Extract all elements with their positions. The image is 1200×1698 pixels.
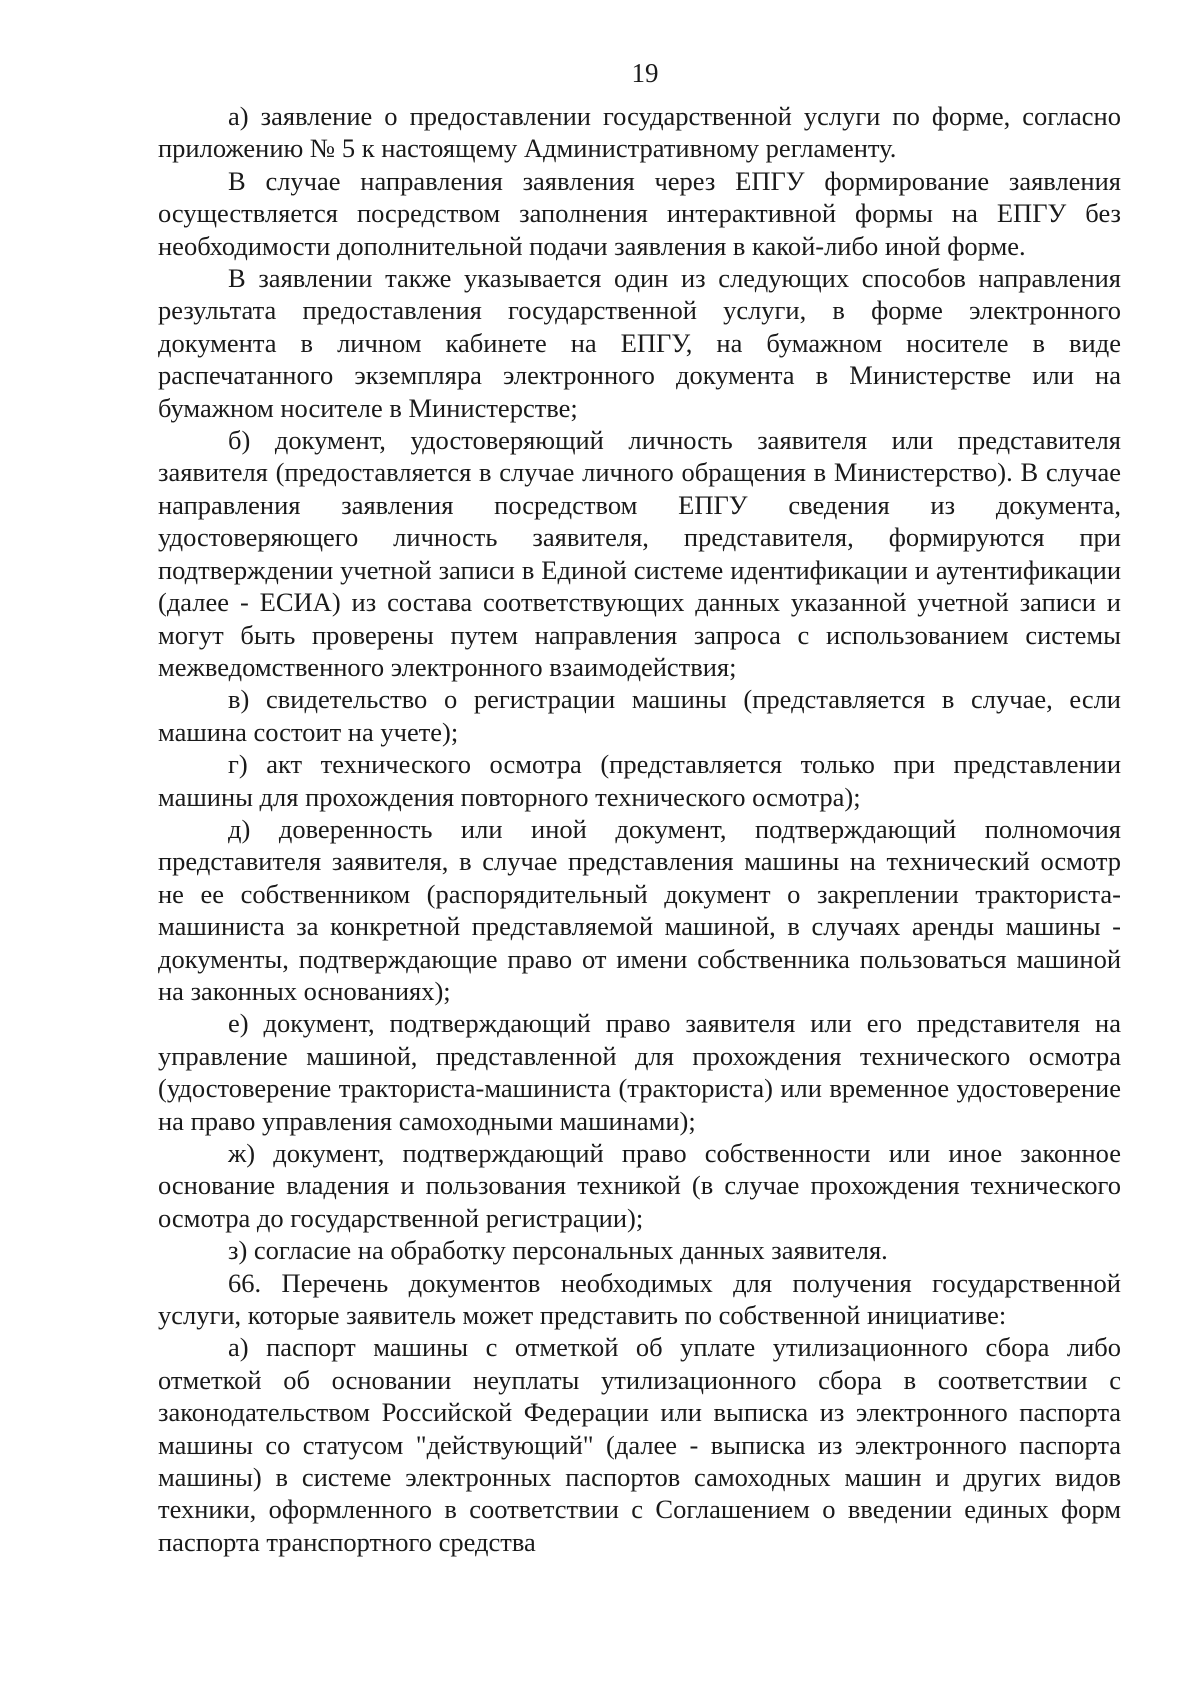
document-body [158,100,1121,1558]
paragraph-z-personal-data-consent: з) согласие на обработку персональных данных заявителя. [228,1235,888,1266]
paragraph-66-optional-documents: 66. Перечень документов необходимых для получения государственной услуги, которые заявитель может представить по собственной инициативе: [158,1267,1121,1331]
paragraph-b-identity-document: б) документ, удостоверяющий личность заявителя или представителя заявителя (предоставляется в случае личного обращения в Министерство). В случае направления заявления посредством ЕПГУ сведения из документа, удостоверяющего личность заявителя, представителя, формируются при подтверждении учетной записи в Единой системе идентификации и аутентификации (далее - ЕСИА) из состава соответствующих данных указанной учетной записи и могут быть проверены путем направления запроса с использованием системы межведомственного электронного взаимодействия; [158,425,1121,682]
paragraph-epgu-submission: В случае направления заявления через ЕПГУ формирование заявления осуществляется посредством заполнения интерактивной формы на ЕПГУ без необходимости дополнительной подачи заявления в какой-либо иной форме. [158,165,1121,261]
page-number: 19 [631,58,659,88]
paragraph-zh-ownership-document: ж) документ, подтверждающий право собственности или иное законное основание владения и пользования техникой (в случае прохождения технического осмотра до государственной регистрации); [158,1138,1121,1233]
paragraph-g-inspection-act: г) акт технического осмотра (представляется только при представлении машины для прохождения повторного технического осмотра); [158,749,1121,812]
paragraph-a-application: а) заявление о предоставлении государственной услуги по форме, согласно приложению № 5 к настоящему Административному регламенту. [158,101,1121,164]
paragraph-result-delivery-methods: В заявлении также указывается один из следующих способов направления результата предоставления государственной услуги, в форме электронного документа в личном кабинете на ЕПГУ, на бумажном носителе в виде распечатанного экземпляра электронного документа в Министерстве или на бумажном носителе в Министерстве; [158,263,1121,423]
paragraph-v-registration-certificate: в) свидетельство о регистрации машины (представляется в случае, если машина состоит на учете); [158,684,1121,747]
paragraph-a-machine-passport: а) паспорт машины с отметкой об уплате утилизационного сбора либо отметкой об основании неуплаты утилизационного сбора в соответствии с законодательством Российской Федерации или выписка из электронного паспорта машины со статусом "действующий" (далее - выписка из электронного паспорта машины) в системе электронных паспортов самоходных машин и других видов техники, оформленного в соответствии с Соглашением о введении единых форм паспорта транспортного средства [158,1332,1121,1557]
paragraph-d-power-of-attorney: д) доверенность или иной документ, подтверждающий полномочия представителя заявителя, в случае представления машины на технический осмотр не ее собственником (распорядительный документ о закреплении тракториста-машиниста за конкретной представляемой машиной, в случаях аренды машины - документы, подтверждающие право от имени собственника пользоваться машиной на законных основаниях); [158,813,1121,1006]
paragraph-e-driving-right: е) документ, подтверждающий право заявителя или его представителя на управление машиной, представленной для прохождения технического осмотра (удостоверение тракториста-машиниста (тракториста) или временное удостоверение на право управления самоходными машинами); [158,1008,1121,1136]
